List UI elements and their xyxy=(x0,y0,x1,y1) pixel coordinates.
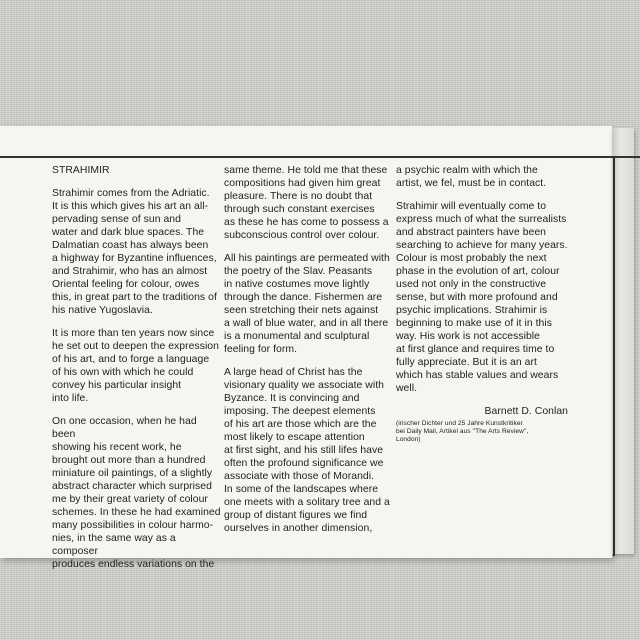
booklet-next-page-edge xyxy=(612,128,634,554)
author-signature: Barnett D. Conlan xyxy=(484,406,568,417)
paragraph: Strahimir comes from the Adriatic. It is this which gives his art an all- pervading sense of sun and water and dark blue spaces. The Dalmatian coast has always been a highway for Byzantine influences, and Strahimir, who has an almost Oriental feeling for colour, owes this, in great part to the traditions of his native Yugoslavia. xyxy=(52,188,217,316)
text-column-1 xyxy=(52,164,222,581)
paragraph: A large head of Christ has the visionary quality we associate with Byzance. It is convincing and imposing. The deepest elements of his art are those which are the most likely to escape attention at first sight, and his still lifes have often the profound significance we associate with those of Morandi. In some of the landscapes where one meets with a solitary tree and a group of distant figures we find ourselves in another dimension, xyxy=(224,367,390,534)
paragraph: All his paintings are permeated with the poetry of the Slav. Peasants in native costumes move lightly through the dance. Fishermen are seen stretching their nets against a wall of blue water, and in all there is a monumental and sculptural feeling for form. xyxy=(224,253,390,355)
paragraph: same theme. He told me that these compositions had given him great pleasure. There is no doubt that through such constant exercises as these he has come to possess a subconscious control over colour. xyxy=(224,165,389,241)
top-rule-line xyxy=(0,156,640,158)
paragraph: a psychic realm with which the artist, we fel, must be in contact. xyxy=(396,165,547,189)
paragraph: On one occasion, when he had been showing his recent work, he brought out more than a hundred miniature oil paintings, of a slightly abstract character which surprised me by their great variety of colour schemes. In these he had examined many possibilities in colour harmo- nies, in the same way as a composer produces endless variations on the xyxy=(52,416,221,570)
paragraph: Strahimir will eventually come to express much of what the surrealists and abstract painters have been searching to achieve for many years. Colour is most probably the next phase in the evolution of art, colour used not only in the constructive sense, but with more profound and psychic implications. Strahimir is beginning to make use of it in this way. His work is not accessible at first glance and requires time to fully appreciate. But it is an art which has stable values and wears well. xyxy=(396,201,568,394)
paragraph: It is more than ten years now since he set out to deepen the expression of his art, and to forge a language of his own with which he could convey his particular insight into life. xyxy=(52,328,219,404)
text-column-2 xyxy=(224,164,400,545)
article-title: STRAHIMIR xyxy=(52,165,110,176)
fold-rule-line xyxy=(613,156,615,556)
author-note: (irischer Dichter und 25 Jahre Kunstkritiker bei Daily Mail, Artikel aus ''The Arts Review'', London) xyxy=(396,420,529,443)
text-column-3 xyxy=(396,164,574,444)
